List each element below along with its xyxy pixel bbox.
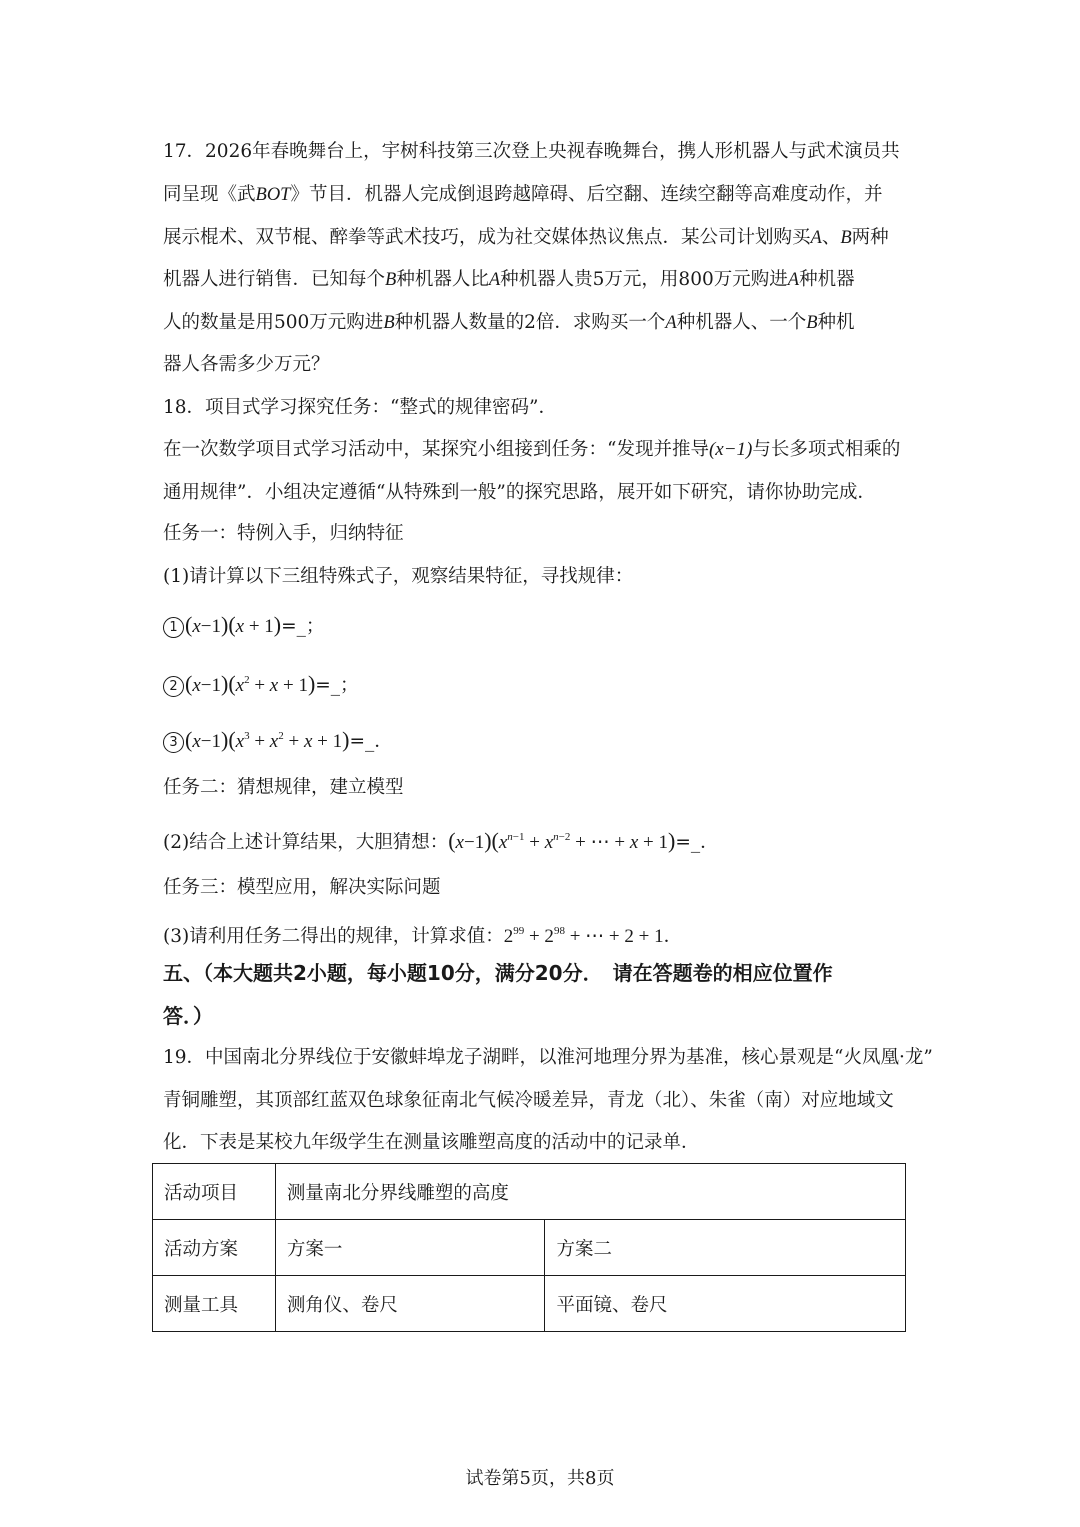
q17-line-1: 17．2026年春晚舞台上，宇树科技第三次登上央视春晚舞台，携人形机器人与武术演员共 bbox=[163, 141, 900, 162]
math-var: BOT bbox=[255, 185, 291, 205]
q17-line-5 bbox=[163, 311, 855, 335]
text: (2)结合上述计算结果，大胆猜想： bbox=[163, 832, 449, 853]
table-cell: 活动项目 bbox=[153, 1164, 276, 1220]
text: 与长多项式相乘的 bbox=[752, 439, 901, 460]
math-var: A bbox=[665, 313, 677, 333]
q17-line-3 bbox=[163, 226, 889, 250]
task-1-heading: 任务一：特例入手，归纳特征 bbox=[163, 523, 404, 544]
circled-number: 1 bbox=[163, 617, 184, 638]
math-expr: (x−1)(x + 1) bbox=[185, 612, 282, 637]
table-row bbox=[153, 1164, 906, 1220]
blank: =_； bbox=[281, 616, 325, 637]
expression-1 bbox=[163, 613, 324, 639]
table-row bbox=[153, 1276, 906, 1332]
text: 同呈现《武 bbox=[163, 184, 256, 205]
text: 》节目．机器人完成倒退跨越障碍、后空翻、连续空翻等高难度动作，并 bbox=[290, 184, 883, 205]
math-var: B bbox=[840, 228, 852, 248]
math-var: A bbox=[787, 270, 800, 290]
math-expr: $(x-1)(x^{n-1} + x^{n-2}$ + ⋯ + x + 1) bbox=[448, 828, 676, 853]
math-var: A bbox=[488, 270, 501, 290]
text: (3)请利用任务二得出的规律，计算求值： bbox=[163, 926, 504, 947]
table-cell: 活动方案 bbox=[153, 1220, 276, 1276]
question-3 bbox=[163, 919, 682, 949]
math-expr: (x−1) bbox=[708, 439, 753, 460]
circled-number: 3 bbox=[163, 732, 184, 753]
question-1: (1)请计算以下三组特殊式子，观察结果特征，寻找规律： bbox=[163, 566, 634, 587]
text: 种机 bbox=[817, 312, 855, 333]
table-cell: 测量南北分界线雕塑的高度 bbox=[275, 1164, 905, 1220]
text: 种机器 bbox=[799, 269, 855, 290]
text: 种机器人贵5万元，用800万元购进 bbox=[500, 269, 788, 290]
q18-para-line-2: 通用规律”．小组决定遵循“从特殊到一般”的探究思路，展开如下研究，请你协助完成． bbox=[163, 482, 876, 503]
table-cell: 平面镜、卷尺 bbox=[545, 1276, 906, 1332]
expression-2 bbox=[163, 668, 359, 698]
math-var: B bbox=[385, 270, 397, 290]
math-var: B bbox=[383, 313, 395, 333]
text: 种机器人数量的2倍．求购买一个 bbox=[394, 312, 666, 333]
question-2 bbox=[163, 825, 719, 855]
page-footer: 试卷第5页，共8页 bbox=[465, 1468, 615, 1489]
text: 在一次数学项目式学习活动中，某探究小组接到任务：“发现并推导 bbox=[163, 439, 709, 460]
section-5-heading-cont: 答．） bbox=[163, 1004, 213, 1028]
table-cell: 方案一 bbox=[275, 1220, 545, 1276]
record-table bbox=[152, 1163, 906, 1332]
q19-line-1: 19．中国南北分界线位于安徽蚌埠龙子湖畔，以淮河地理分界为基准，核心景观是“火凤凰·龙” bbox=[163, 1047, 933, 1068]
section-5-heading: 五、（本大题共2小题，每小题10分，满分20分． 请在答题卷的相应位置作 bbox=[163, 961, 833, 985]
circled-number: 2 bbox=[163, 676, 184, 697]
blank: =_． bbox=[675, 832, 719, 853]
q19-line-2: 青铜雕塑，其顶部红蓝双色球象征南北气候冷暖差异，青龙（北）、朱雀（南）对应地域文 bbox=[163, 1090, 894, 1111]
math-expr: $(x-1)(x^2 + x + 1)$ bbox=[185, 671, 316, 696]
math-expr: $2^{99} + 2^{98}$ + ⋯ + 2 + 1 bbox=[503, 925, 664, 947]
table-cell: 方案二 bbox=[545, 1220, 906, 1276]
q19-line-3: 化．下表是某校九年级学生在测量该雕塑高度的活动中的记录单． bbox=[163, 1132, 700, 1153]
text: 两种 bbox=[851, 227, 889, 248]
text: 人的数量是用500万元购进 bbox=[163, 312, 384, 333]
text: 展示棍术、双节棍、醉拳等武术技巧，成为社交媒体热议焦点．某公司计划购买 bbox=[163, 227, 811, 248]
task-2-heading: 任务二：猜想规律，建立模型 bbox=[163, 777, 404, 798]
math-var: A bbox=[810, 228, 822, 248]
q17-line-4 bbox=[163, 268, 855, 292]
task-3-heading: 任务三：模型应用，解决实际问题 bbox=[163, 877, 441, 898]
table-cell: 测量工具 bbox=[153, 1276, 276, 1332]
text: 种机器人、一个 bbox=[676, 312, 807, 333]
q18-title: 18．项目式学习探究任务：“整式的规律密码”． bbox=[163, 397, 557, 418]
q17-line-6: 器人各需多少万元？ bbox=[163, 354, 330, 375]
text: 、 bbox=[821, 227, 841, 248]
table-row bbox=[153, 1220, 906, 1276]
expression-3 bbox=[163, 724, 393, 754]
blank: =_． bbox=[349, 731, 393, 752]
text: 机器人进行销售．已知每个 bbox=[163, 269, 386, 290]
q18-para-line-1 bbox=[163, 438, 900, 462]
math-expr: $(x-1)(x^3 + x^2 + x + 1)$ bbox=[185, 727, 350, 752]
math-var: B bbox=[806, 313, 818, 333]
blank: =_； bbox=[315, 675, 359, 696]
text: 种机器人比 bbox=[396, 269, 489, 290]
table-cell: 测角仪、卷尺 bbox=[275, 1276, 545, 1332]
q17-line-2 bbox=[163, 183, 882, 207]
text: ． bbox=[663, 926, 683, 947]
